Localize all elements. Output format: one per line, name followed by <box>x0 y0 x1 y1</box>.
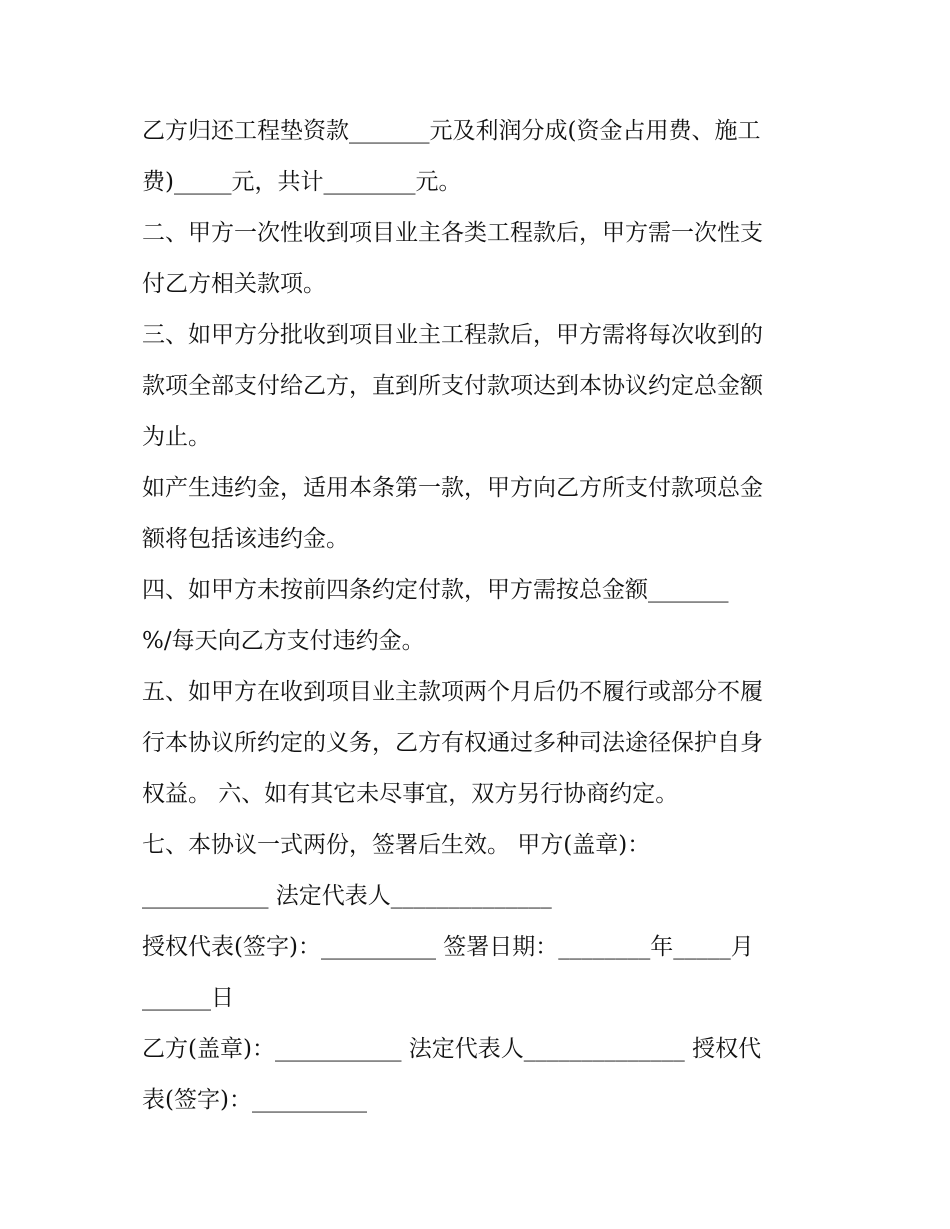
text-line: 四、如甲方未按前四条约定付款，甲方需按总金额_______ <box>142 577 729 603</box>
text-line: 付乙方相关款项。 <box>142 271 326 297</box>
text-line: 三、如甲方分批收到项目业主工程款后，甲方需将每次收到的 <box>142 322 763 348</box>
text-line: 权益。 六、如有其它未尽事宜，双方另行协商约定。 <box>142 781 679 807</box>
text-line: 二、甲方一次性收到项目业主各类工程款后，甲方需一次性支 <box>142 220 763 246</box>
text-line: 为止。 <box>142 424 211 450</box>
text-line: ___________ 法定代表人______________ <box>142 883 552 909</box>
document-body <box>142 106 822 1126</box>
text-line: 乙方归还工程垫资款_______元及利润分成(资金占用费、施工 <box>142 118 761 144</box>
text-line: 表(签字)：__________ <box>142 1087 367 1113</box>
text-line: 额将包括该违约金。 <box>142 526 349 552</box>
text-line: 五、如甲方在收到项目业主款项两个月后仍不履行或部分不履 <box>142 679 763 705</box>
text-line: ______日 <box>142 985 234 1011</box>
text-line: 七、本协议一式两份，签署后生效。 甲方(盖章)： <box>142 832 651 858</box>
text-line: 费)_____元，共计________元。 <box>142 169 462 195</box>
text-line: 乙方(盖章)：___________ 法定代表人______________ 授权代 <box>142 1036 762 1062</box>
text-line: 授权代表(签字)：__________ 签署日期：________年_____月 <box>142 934 754 960</box>
text-line: 如产生违约金，适用本条第一款，甲方向乙方所支付款项总金 <box>142 475 763 501</box>
text-line: 行本协议所约定的义务，乙方有权通过多种司法途径保护自身 <box>142 730 763 756</box>
text-line: 款项全部支付给乙方，直到所支付款项达到本协议约定总金额 <box>142 373 763 399</box>
text-line: %/每天向乙方支付违约金。 <box>142 628 425 654</box>
